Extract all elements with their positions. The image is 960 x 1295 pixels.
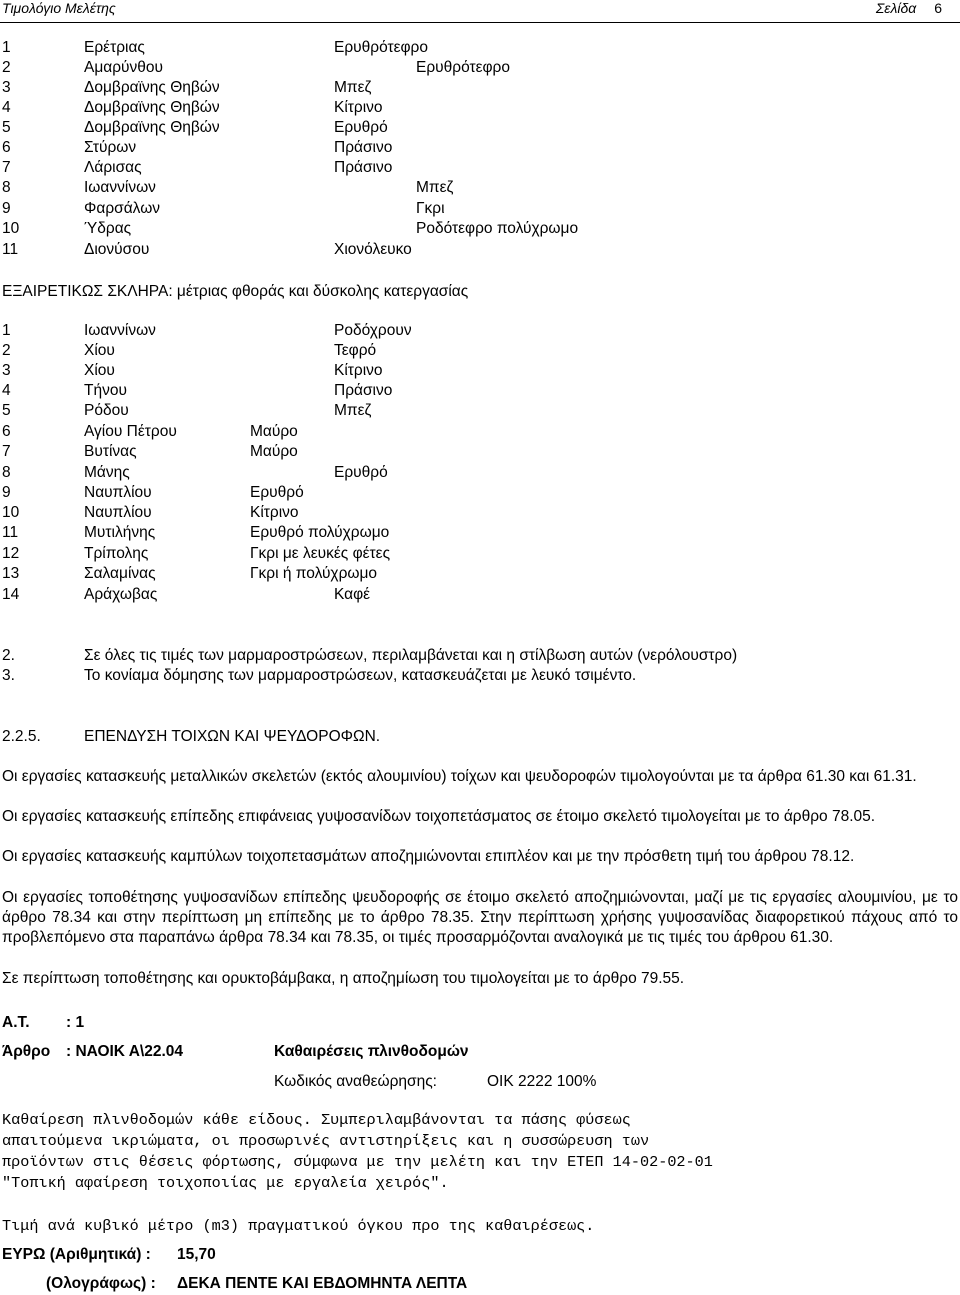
item-place: Χίου xyxy=(84,362,115,379)
list-item xyxy=(0,38,960,58)
unit-line: Τιμή ανά κυβικό μέτρο (m3) πραγματικού όγκου προ της καθαιρέσεως. xyxy=(2,1217,595,1235)
item-number: 10 xyxy=(2,220,20,237)
list-item xyxy=(0,381,960,401)
note-number: 2. xyxy=(2,647,15,664)
item-place: Τήνου xyxy=(84,382,127,399)
item-number: 5 xyxy=(2,119,11,136)
item-number: 11 xyxy=(2,524,19,541)
list-item xyxy=(0,138,960,158)
item-color: Ροδότεφρο πολύχρωμο xyxy=(416,220,579,237)
item-number: 11 xyxy=(2,241,19,258)
section-heading: ΕΞΑΙΡΕΤΙΚΩΣ ΣΚΛΗΡΑ: μέτριας φθοράς και δύσκολης κατεργασίας xyxy=(2,283,469,300)
item-color: Πράσινο xyxy=(334,382,393,399)
item-color: Ερυθρό xyxy=(334,464,388,481)
article-code: : ΝΑΟΙΚ Α\22.04 xyxy=(66,1043,184,1060)
paragraph: Οι εργασίες τοποθέτησης γυψοσανίδων επίπεδης ψευδοροφής σε έτοιμο σκελετό αποζημιώνονται, μαζί με τις εργασίες αλουμινίου, με το άρθρο 78.34 και στην περίπτωση μη επίπεδης με το άρθρο 78.35. Στην περίπτωση χρήσης γυψοσανίδας διαφορετικού πάχους από το προβλεπόμενο στα παραπάνω άρθρα 78.34 και 78.35, οι τιμές προσαρμόζονται αναλογικά με τις τιμές του άρθρου 61.30. xyxy=(2,889,958,946)
list-item xyxy=(0,178,960,198)
item-place: Φαρσάλων xyxy=(84,200,161,217)
item-color: Ροδόχρουν xyxy=(334,322,412,339)
at-label: Α.Τ. xyxy=(2,1014,30,1031)
list-item xyxy=(0,219,960,239)
item-number: 4 xyxy=(2,382,11,399)
item-color: Καφέ xyxy=(334,586,371,603)
item-place: Χίου xyxy=(84,342,115,359)
price-words-label: (Ολογράφως) : xyxy=(46,1275,156,1292)
item-color: Γκρι xyxy=(416,200,445,217)
item-color: Πράσινο xyxy=(334,139,393,156)
item-color: Μαύρο xyxy=(250,443,298,460)
list-item xyxy=(0,442,960,462)
item-color: Κίτρινο xyxy=(334,99,383,116)
paragraph: Οι εργασίες κατασκευής καμπύλων τοιχοπετασμάτων αποζημιώνονται επιπλέον και με την πρόσθετη τιμή του άρθρου 78.12. xyxy=(2,848,855,865)
note-item xyxy=(0,646,960,666)
item-place: Δομβραϊνης Θηβών xyxy=(84,99,220,116)
at-value: : 1 xyxy=(66,1014,85,1031)
item-number: 3 xyxy=(2,362,11,379)
item-color: Μαύρο xyxy=(250,423,298,440)
item-number: 4 xyxy=(2,99,11,116)
list-item xyxy=(0,58,960,78)
price-words: ΔΕΚΑ ΠΕΝΤΕ ΚΑΙ ΕΒΔΟΜΗΝΤΑ ΛΕΠΤΑ xyxy=(177,1275,468,1292)
list-item xyxy=(0,341,960,361)
paragraph: Σε περίπτωση τοποθέτησης και ορυκτοβάμβακα, η αποζημίωση του τιμολογείται με το άρθρο 79.55. xyxy=(2,970,685,987)
item-number: 13 xyxy=(2,565,20,582)
item-number: 9 xyxy=(2,200,11,217)
item-place: Ναυπλίου xyxy=(84,484,152,501)
item-color: Ερυθρό πολύχρωμο xyxy=(250,524,390,541)
list-item xyxy=(0,585,960,605)
item-place: Μάνης xyxy=(84,464,130,481)
item-place: Ναυπλίου xyxy=(84,504,152,521)
item-color: Ερυθρότεφρο xyxy=(334,39,428,56)
item-place: Στύρων xyxy=(84,139,137,156)
paragraph: Οι εργασίες κατασκευής μεταλλικών σκελετών (εκτός αλουμινίου) τοίχων και ψευδοροφών τιμολογούνται με τα άρθρα 61.30 και 61.31. xyxy=(2,768,917,785)
item-place: Ερέτριας xyxy=(84,39,145,56)
item-place: Αράχωβας xyxy=(84,586,158,603)
note-text: Το κονίαμα δόμησης των μαρμαροστρώσεων, κατασκευάζεται με λευκό τσιμέντο. xyxy=(84,667,637,684)
item-place: Λάρισας xyxy=(84,159,142,176)
item-place: Αμαρύνθου xyxy=(84,59,163,76)
item-place: Ιωαννίνων xyxy=(84,322,156,339)
item-place: Τρίπολης xyxy=(84,545,149,562)
item-number: 1 xyxy=(2,322,11,339)
description-line: προϊόντων στις θέσεις φόρτωσης, σύμφωνα με την μελέτη και την ΕΤΕΠ 14-02-02-01 xyxy=(2,1153,713,1171)
section-title: ΕΠΕΝΔΥΣΗ ΤΟΙΧΩΝ ΚΑΙ ΨΕΥΔΟΡΟΦΩΝ. xyxy=(84,728,381,745)
price-numeric-label: ΕΥΡΩ (Αριθμητικά) : xyxy=(2,1246,151,1263)
item-place: Ιωαννίνων xyxy=(84,179,156,196)
item-number: 3 xyxy=(2,79,11,96)
item-place: Αγίου Πέτρου xyxy=(84,423,177,440)
item-number: 6 xyxy=(2,139,11,156)
item-number: 1 xyxy=(2,39,11,56)
description-line: Καθαίρεση πλινθοδομών κάθε είδους. Συμπεριλαμβάνονται τα πάσης φύσεως xyxy=(2,1111,631,1129)
item-color: Χιονόλευκο xyxy=(334,241,412,258)
page-header xyxy=(0,0,960,23)
document-title: Τιμολόγιο Μελέτης xyxy=(2,0,116,16)
item-number: 8 xyxy=(2,464,11,481)
item-number: 12 xyxy=(2,545,20,562)
item-color: Πράσινο xyxy=(334,159,393,176)
item-color: Μπεζ xyxy=(416,179,454,196)
description-line: απαιτούμενα ικριώματα, οι προσωρινές αντιστηρίξεις και η συσσώρευση των xyxy=(2,1132,650,1150)
item-number: 9 xyxy=(2,484,11,501)
revision-label: Κωδικός αναθεώρησης: xyxy=(274,1073,437,1090)
item-place: Δομβραϊνης Θηβών xyxy=(84,119,220,136)
description-line: "Τοπική αφαίρεση τοιχοποιίας με εργαλεία χειρός". xyxy=(2,1174,449,1192)
item-color: Τεφρό xyxy=(334,342,377,359)
list-item xyxy=(0,78,960,98)
item-place: Δομβραϊνης Θηβών xyxy=(84,79,220,96)
item-place: Βυτίνας xyxy=(84,443,137,460)
list-item xyxy=(0,564,960,584)
item-color: Γκρι ή πολύχρωμο xyxy=(250,565,378,582)
item-color: Ερυθρό xyxy=(250,484,304,501)
price-numeric: 15,70 xyxy=(177,1246,216,1263)
page-indicator xyxy=(876,0,942,16)
page-label: Σελίδα xyxy=(875,0,917,16)
note-text: Σε όλες τις τιμές των μαρμαροστρώσεων, περιλαμβάνεται και η στίλβωση αυτών (νερόλουστρο) xyxy=(84,647,738,664)
item-place: Σαλαμίνας xyxy=(84,565,156,582)
list-item xyxy=(0,158,960,178)
list-item xyxy=(0,401,960,421)
item-place: Διονύσου xyxy=(84,241,150,258)
article-label: Άρθρο xyxy=(2,1043,51,1060)
item-place: Ρόδου xyxy=(84,402,129,419)
item-color: Κίτρινο xyxy=(250,504,299,521)
item-number: 2 xyxy=(2,59,11,76)
item-number: 8 xyxy=(2,179,11,196)
item-color: Ερυθρό xyxy=(334,119,388,136)
list-item xyxy=(0,118,960,138)
paragraph: Οι εργασίες κατασκευής επίπεδης επιφάνειας γυψοσανίδων τοιχοπετάσματος σε έτοιμο σκελετό τιμολογείται με το άρθρο 78.05. xyxy=(2,808,876,825)
item-color: Γκρι με λευκές φέτες xyxy=(250,545,391,562)
list-item xyxy=(0,98,960,118)
item-number: 10 xyxy=(2,504,20,521)
list-item xyxy=(0,503,960,523)
page-number: 6 xyxy=(934,0,942,16)
item-number: 5 xyxy=(2,402,11,419)
item-color: Κίτρινο xyxy=(334,362,383,379)
item-place: Ύδρας xyxy=(84,220,132,237)
list-item xyxy=(0,523,960,543)
note-number: 3. xyxy=(2,667,15,684)
list-item xyxy=(0,422,960,442)
item-number: 14 xyxy=(2,586,20,603)
note-item xyxy=(0,666,960,686)
item-color: Ερυθρότεφρο xyxy=(416,59,510,76)
section-title-row xyxy=(0,727,960,747)
revision-value: ΟΙΚ 2222 100% xyxy=(487,1073,597,1090)
item-number: 6 xyxy=(2,423,11,440)
article-title: Καθαιρέσεις πλινθοδομών xyxy=(274,1043,469,1060)
item-place: Μυτιλήνης xyxy=(84,524,156,541)
list-item xyxy=(0,361,960,381)
section-number: 2.2.5. xyxy=(2,728,41,745)
list-item xyxy=(0,544,960,564)
item-number: 7 xyxy=(2,443,11,460)
list-item xyxy=(0,463,960,483)
item-number: 7 xyxy=(2,159,11,176)
list-item xyxy=(0,199,960,219)
item-color: Μπεζ xyxy=(334,79,372,96)
list-item xyxy=(0,483,960,503)
item-number: 2 xyxy=(2,342,11,359)
list-item xyxy=(0,240,960,260)
item-color: Μπεζ xyxy=(334,402,372,419)
list-item xyxy=(0,321,960,341)
